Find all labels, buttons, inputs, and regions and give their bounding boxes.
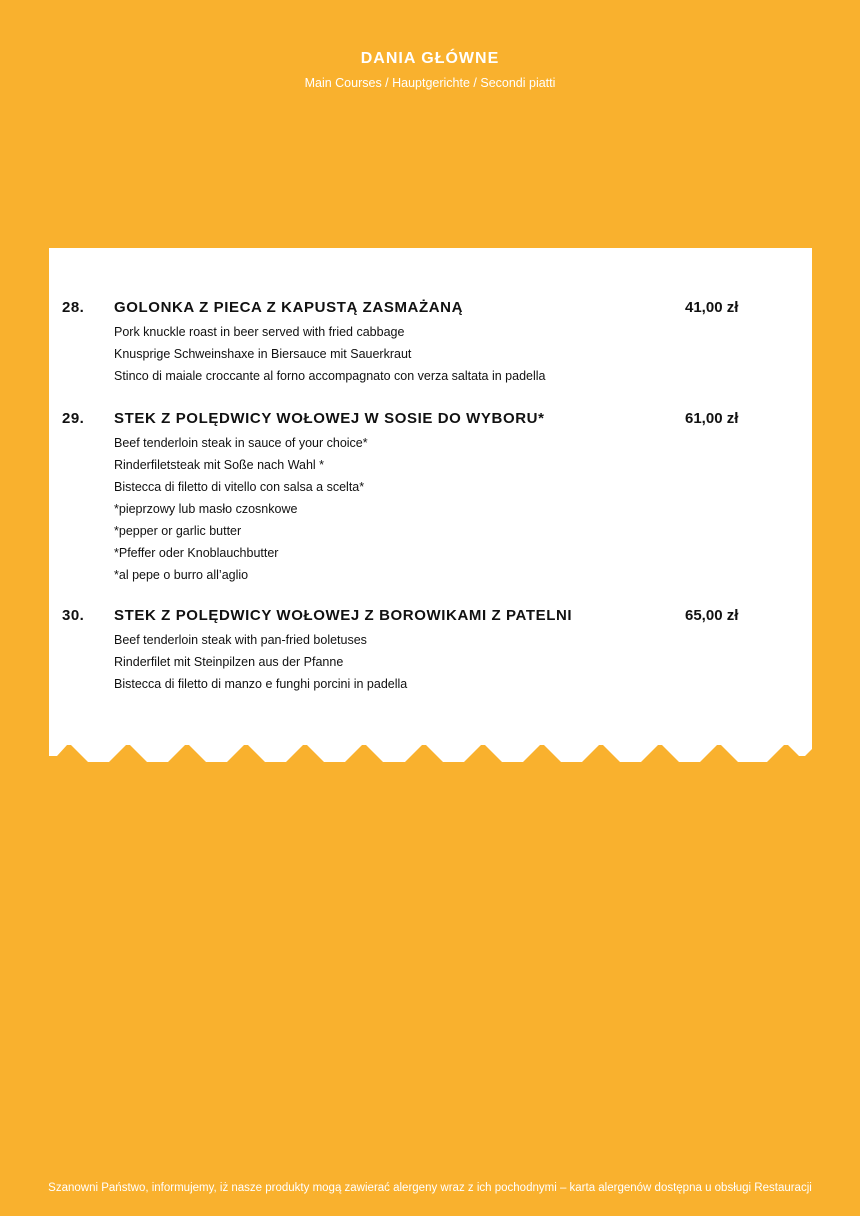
item-description [114,321,546,387]
description-line: Pork knuckle roast in beer served with fried cabbage [114,325,405,339]
item-title: STEK Z POLĘDWICY WOŁOWEJ W SOSIE DO WYBORU* [114,410,545,427]
allergen-notice: Szanowni Państwo, informujemy, iż nasze produkty mogą zawierać alergeny wraz z ich pochodnymi – karta alergenów dostępna u obsługi Restauracji [48,1182,812,1194]
description-line: *al pepe o burro all’aglio [114,568,249,582]
menu-card [49,248,812,762]
page-header [0,48,860,91]
zigzag-edge [49,743,812,762]
item-price: 61,00 zł [685,410,739,427]
description-line: Rinderfiletsteak mit Soße nach Wahl * [114,458,325,472]
description-line: *pepper or garlic butter [114,524,242,538]
menu-card-body [49,248,812,744]
section-subtitle: Main Courses / Hauptgerichte / Secondi piatti [304,76,556,90]
description-line: *pieprzowy lub masło czosnkowe [114,502,298,516]
description-line: Stinco di maiale croccante al forno accompagnato con verza saltata in padella [114,369,546,383]
description-line: Beef tenderloin steak in sauce of your choice* [114,436,368,450]
item-price: 41,00 zł [685,299,739,316]
item-number: 28. [62,299,85,316]
description-line: Knusprige Schweinshaxe in Biersauce mit Sauerkraut [114,347,412,361]
description-line: *Pfeffer oder Knoblauchbutter [114,546,279,560]
item-price: 65,00 zł [685,607,739,624]
item-title: STEK Z POLĘDWICY WOŁOWEJ Z BOROWIKAMI Z PATELNI [114,607,573,624]
item-number: 30. [62,607,85,624]
item-description [114,432,368,586]
section-title: DANIA GŁÓWNE [360,50,500,67]
description-line: Rinderfilet mit Steinpilzen aus der Pfanne [114,655,344,669]
item-number: 29. [62,410,85,427]
description-line: Bistecca di filetto di vitello con salsa a scelta* [114,480,365,494]
description-line: Bistecca di filetto di manzo e funghi porcini in padella [114,677,408,691]
item-description [114,629,407,695]
item-title: GOLONKA Z PIECA Z KAPUSTĄ ZASMAŻANĄ [114,299,464,316]
description-line: Beef tenderloin steak with pan-fried boletuses [114,633,367,647]
